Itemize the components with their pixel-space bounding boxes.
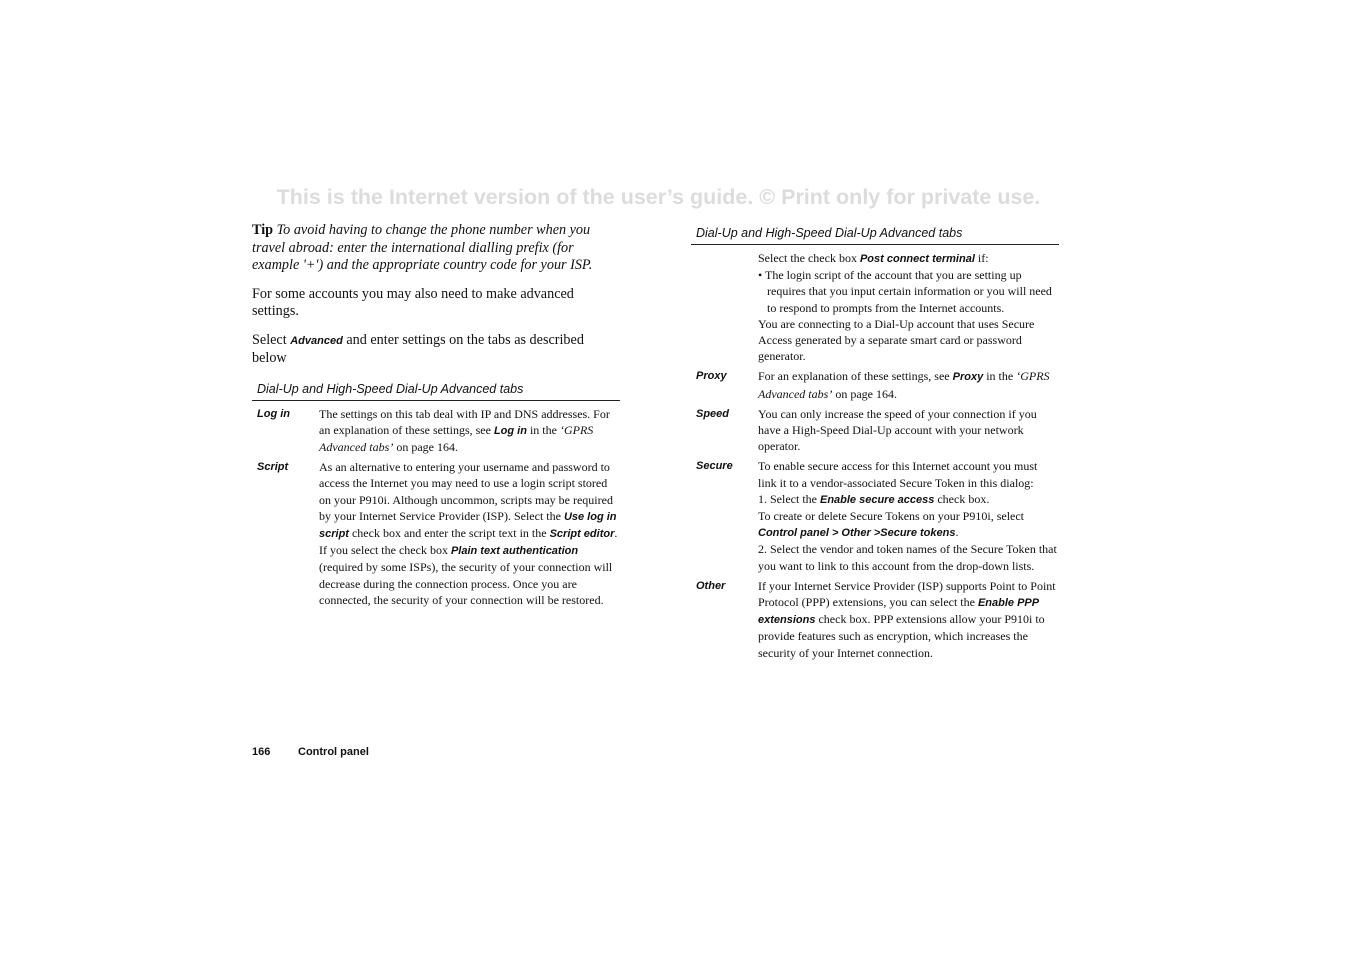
table-row-continued: [691, 250, 1059, 364]
definition-secure: [758, 458, 1059, 573]
table-caption-left: Dial-Up and High-Speed Dial-Up Advanced tabs: [252, 382, 620, 401]
page-number: 166: [252, 746, 271, 758]
use-log-in-script-ref: Use log in script: [319, 510, 617, 540]
definition-script: [319, 459, 620, 608]
secure-step-1: [758, 491, 1059, 508]
text: .: [955, 525, 959, 540]
table-caption-right: Dial-Up and High-Speed Dial-Up Advanced tabs: [691, 226, 1059, 245]
table-row-speed: [691, 406, 1059, 455]
log-in-ref: Log in: [493, 424, 527, 437]
definition-other: [758, 578, 1059, 661]
right-column: [691, 226, 1059, 661]
plain-text-auth-ref: Plain text authentication: [450, 545, 579, 558]
secure-step-2: 2. Select the vendor and token names of the Secure Token that you want to link to this account from the drop-down lists.: [758, 542, 1057, 573]
left-column: [252, 222, 620, 608]
definition-log-in: [319, 406, 620, 456]
select-text: Select: [252, 331, 287, 348]
bullet-item: • The login script of the account that you are setting up requires that you input certain information or you will need to respond to prompts from the Internet accounts.: [758, 268, 1052, 315]
text: in the: [526, 422, 560, 437]
text: on page 164.: [393, 439, 458, 454]
enable-secure-access-ref: Enable secure access: [819, 493, 935, 506]
select-advanced-paragraph: [252, 332, 620, 368]
text: If your Internet Service Provider (ISP) supports Point to Point Protocol (PPP) extensions, you can select the: [758, 578, 1056, 610]
post-connect-terminal-ref: Post connect terminal: [859, 253, 975, 265]
table-row-secure: [691, 458, 1059, 573]
select-after-text: and enter settings on the tabs as described below: [252, 331, 584, 366]
table-row-other: [691, 578, 1059, 661]
tip-paragraph: [252, 222, 620, 275]
secure-tokens-path-ref: Control panel > Other >Secure tokens: [758, 527, 956, 540]
tip-label: Tip: [252, 222, 274, 238]
enable-ppp-extensions-ref: Enable PPP extensions: [758, 597, 1039, 627]
cross-reference: ‘GPRS Advanced tabs’: [758, 369, 1050, 401]
script-part-2: [319, 542, 620, 608]
text: Select the check box: [758, 251, 860, 265]
term-speed: Speed: [696, 407, 730, 420]
text: (required by some ISPs), the security of your connection will decrease during the connection process. Once you are connected, the security of your connection will be restored.: [319, 560, 613, 607]
term-secure: Secure: [696, 460, 733, 473]
term-empty: [691, 250, 758, 364]
text: check box.: [934, 491, 990, 506]
table-row-script: [252, 459, 620, 608]
secure-access-line: You are connecting to a Dial-Up account that uses Secure Access generated by a separate smart card or password generator.: [758, 316, 1035, 364]
secure-tokens-line: [758, 508, 1059, 541]
term-other: Other: [696, 579, 726, 592]
term-proxy: Proxy: [696, 370, 727, 383]
script-editor-ref: Script editor: [549, 527, 615, 540]
term-log-in: Log in: [257, 407, 290, 420]
definition-proxy: [758, 368, 1059, 401]
text: on page 164.: [832, 386, 897, 401]
table-row-proxy: [691, 368, 1059, 401]
table-row-log-in: [252, 406, 620, 456]
text: 1. Select the: [758, 491, 820, 506]
text: in the: [983, 369, 1017, 384]
text: For an explanation of these settings, see: [758, 369, 953, 384]
text: As an alternative to entering your username and password to access the Internet you may need to use a login script stored on your P910i. Although uncommon, scripts may be required by your Internet Service Provider (ISP). Select the: [319, 460, 613, 523]
definition-continued: [758, 250, 1059, 364]
text: if:: [974, 251, 989, 265]
section-title: Control panel: [298, 746, 369, 758]
definition-speed: You can only increase the speed of your connection if you have a High-Speed Dial-Up account with your network operator.: [758, 406, 1037, 454]
text: To create or delete Secure Tokens on your P910i, select: [758, 509, 1025, 524]
cross-reference: ‘GPRS Advanced tabs’: [319, 422, 594, 454]
watermark-notice: This is the Internet version of the user’s guide. © Print only for private use.: [276, 185, 1041, 209]
text: If you select the check box: [319, 543, 451, 558]
text: check box. PPP extensions allow your P910i to provide features such as encryption, which increases the security of your Internet connection.: [758, 612, 1045, 660]
page-footer: [252, 746, 369, 758]
advanced-settings-paragraph: For some accounts you may also need to make advanced settings.: [252, 285, 574, 319]
tip-text: To avoid having to change the phone number when you travel abroad: enter the international dialling prefix (for example '+') and the appropriate country code for your ISP.: [252, 222, 593, 273]
secure-intro: To enable secure access for this Internet account you must link it to a vendor-associated Secure Token in this dialog:: [758, 459, 1038, 490]
post-connect-line: [758, 250, 1059, 267]
text: The settings on this tab deal with IP and DNS addresses. For an explanation of these settings, see: [319, 406, 610, 437]
term-script: Script: [257, 461, 289, 474]
proxy-ref: Proxy: [952, 371, 984, 384]
script-part-1: [319, 459, 620, 542]
text: .: [614, 525, 618, 540]
text: check box and enter the script text in the: [348, 525, 550, 540]
advanced-menu-item: Advanced: [290, 334, 343, 347]
